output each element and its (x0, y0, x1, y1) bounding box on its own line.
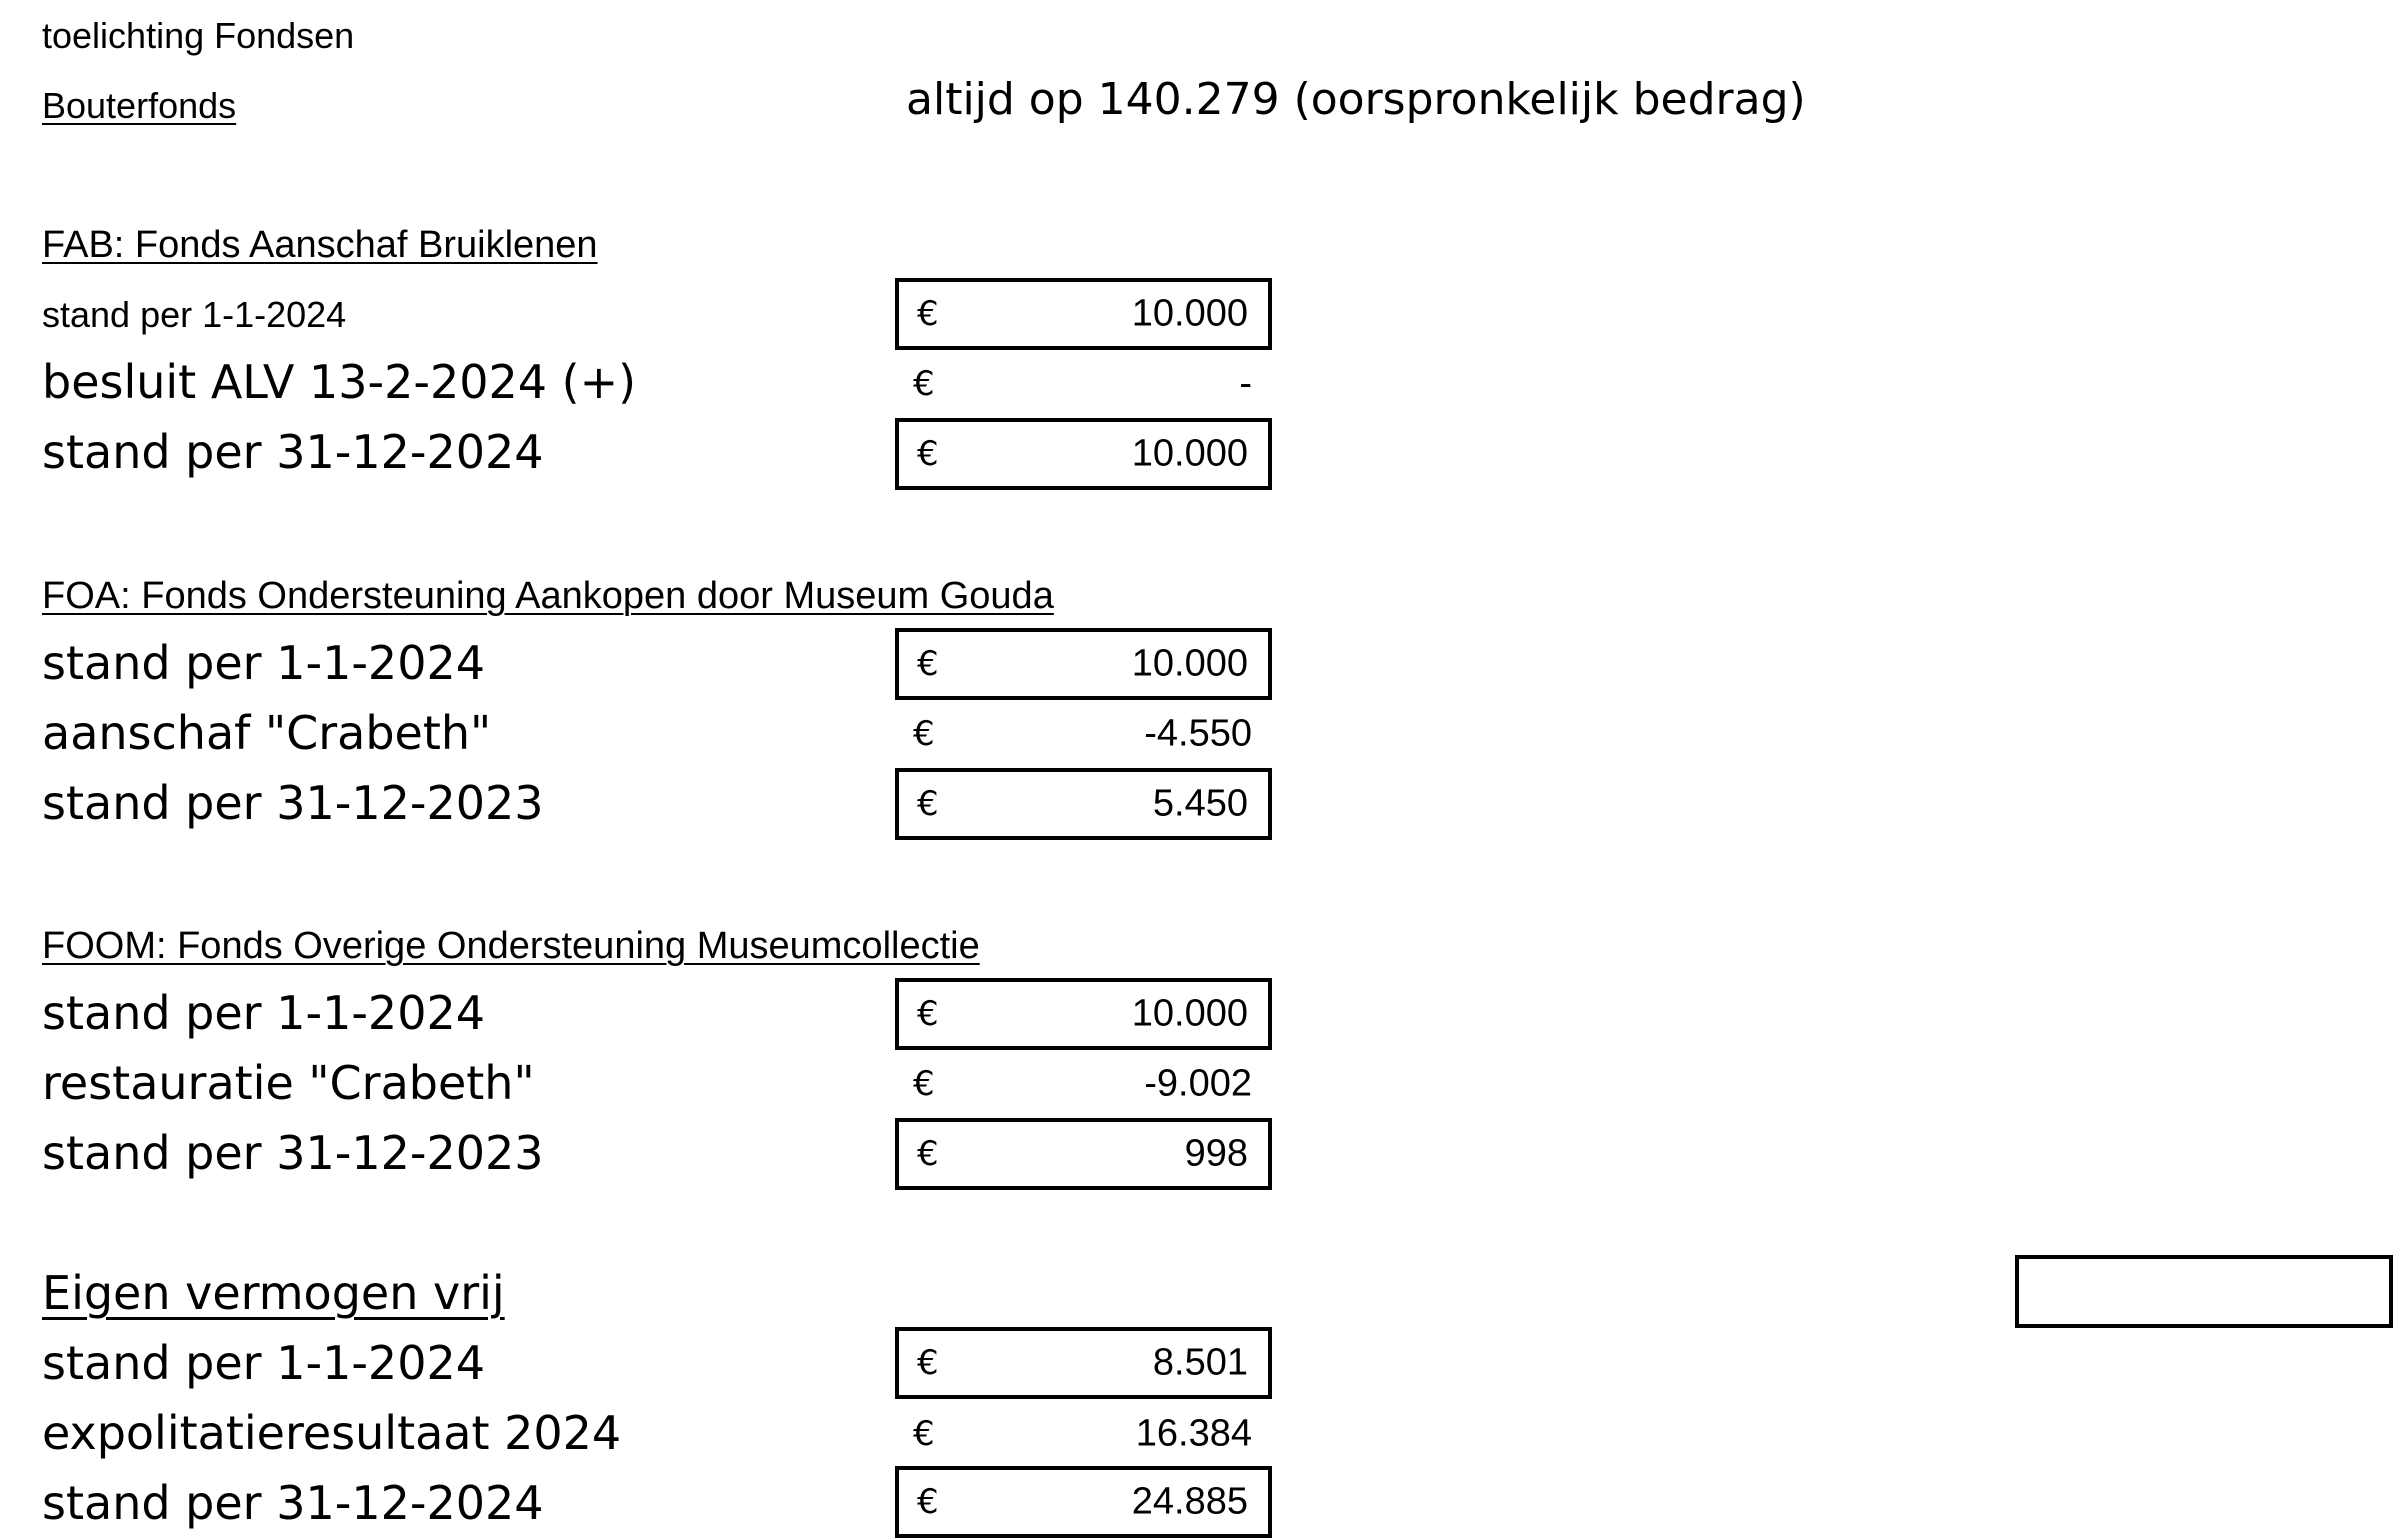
foa-closing-cell (895, 768, 1272, 840)
euro-symbol: € (917, 434, 939, 474)
fab-change-cell (895, 348, 1272, 420)
foom-opening-amount: 10.000 (1131, 992, 1248, 1035)
euro-symbol: € (917, 294, 939, 334)
bouterfonds-heading: Bouterfonds (42, 85, 237, 126)
fab-change-amount: - (1239, 362, 1252, 405)
euro-symbol: € (917, 784, 939, 824)
eigen-vermogen-heading: Eigen vermogen vrij (42, 1266, 505, 1320)
eigen-vermogen-result-cell (895, 1398, 1272, 1470)
euro-symbol: € (913, 364, 935, 404)
foa-opening-amount: 10.000 (1131, 642, 1248, 685)
euro-symbol: € (917, 1343, 939, 1383)
fab-row-label: besluit ALV 13-2-2024 (+) (42, 355, 637, 409)
foa-opening-cell (895, 628, 1272, 700)
foa-heading: FOA: Fonds Ondersteuning Aankopen door Museum Gouda (42, 575, 1054, 617)
foom-change-cell (895, 1048, 1272, 1120)
fab-closing-cell (895, 418, 1272, 490)
foom-heading: FOOM: Fonds Overige Ondersteuning Museumcollectie (42, 925, 980, 967)
fab-opening-amount: 10.000 (1131, 292, 1248, 335)
foa-change-amount: -4.550 (1144, 712, 1252, 755)
eigen-vermogen-row-label: expolitatieresultaat 2024 (42, 1406, 622, 1460)
foa-change-cell (895, 698, 1272, 770)
eigen-vermogen-closing-amount: 24.885 (1131, 1480, 1248, 1523)
euro-symbol: € (913, 1414, 935, 1454)
eigen-vermogen-result-amount: 16.384 (1135, 1412, 1252, 1455)
foom-closing-amount: 998 (1184, 1132, 1248, 1175)
euro-symbol: € (917, 1482, 939, 1522)
foa-row-label: aanschaf "Crabeth" (42, 706, 492, 760)
foom-change-amount: -9.002 (1144, 1062, 1252, 1105)
euro-symbol: € (917, 644, 939, 684)
foa-closing-amount: 5.450 (1152, 782, 1248, 825)
eigen-vermogen-opening-amount: 8.501 (1152, 1341, 1248, 1384)
foa-row-label: stand per 31-12-2023 (42, 776, 544, 830)
fab-closing-amount: 10.000 (1131, 432, 1248, 475)
eigen-vermogen-row-label: stand per 31-12-2024 (42, 1476, 544, 1530)
eigen-vermogen-closing-cell (895, 1466, 1272, 1538)
foom-opening-cell (895, 978, 1272, 1050)
foom-row-label: stand per 31-12-2023 (42, 1126, 544, 1180)
fab-opening-cell (895, 278, 1272, 350)
fab-heading: FAB: Fonds Aanschaf Bruiklenen (42, 224, 598, 266)
fab-row-label: stand per 31-12-2024 (42, 425, 544, 479)
euro-symbol: € (913, 714, 935, 754)
foom-row-label: stand per 1-1-2024 (42, 986, 485, 1040)
bouterfonds-note: altijd op 140.279 (oorspronkelijk bedrag) (906, 74, 1806, 125)
empty-cell-box (2015, 1255, 2393, 1328)
euro-symbol: € (917, 1134, 939, 1174)
euro-symbol: € (917, 994, 939, 1034)
foom-row-label: restauratie "Crabeth" (42, 1056, 535, 1110)
page-title: toelichting Fondsen (42, 15, 355, 56)
fab-row-label: stand per 1-1-2024 (42, 294, 347, 335)
foom-closing-cell (895, 1118, 1272, 1190)
eigen-vermogen-row-label: stand per 1-1-2024 (42, 1336, 485, 1390)
foa-row-label: stand per 1-1-2024 (42, 636, 485, 690)
euro-symbol: € (913, 1064, 935, 1104)
eigen-vermogen-opening-cell (895, 1327, 1272, 1399)
